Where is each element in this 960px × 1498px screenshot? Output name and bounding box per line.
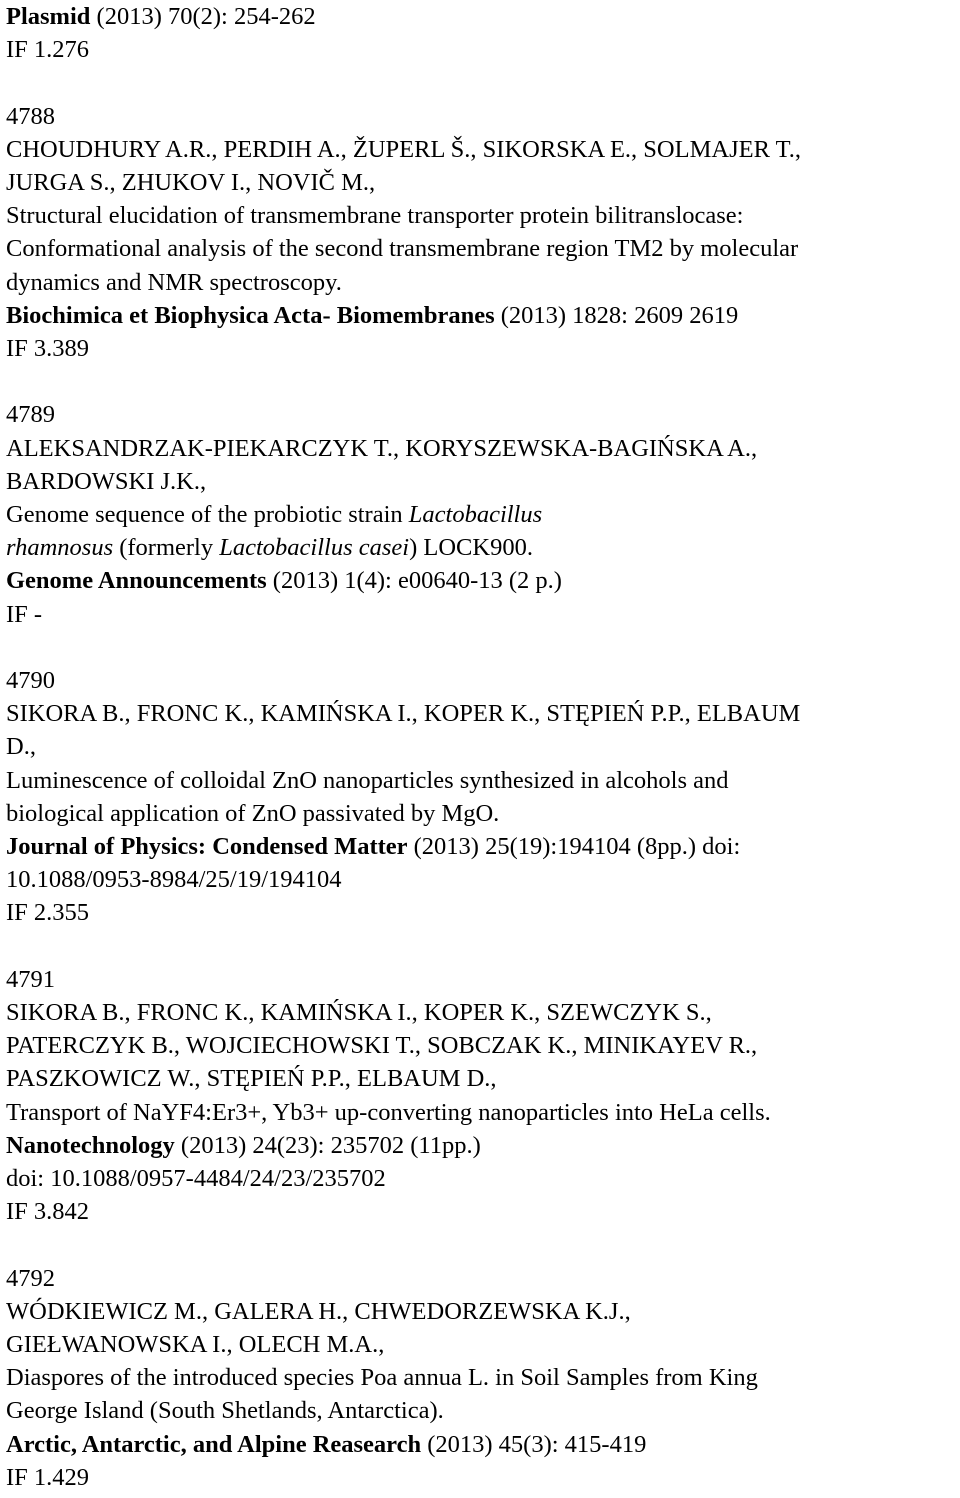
authors-line: GIEŁWANOWSKA I., OLECH M.A., — [6, 1331, 385, 1359]
authors-line: SIKORA B., FRONC K., KAMIŃSKA I., KOPER K., STĘPIEŃ P.P., ELBAUM — [6, 700, 801, 728]
doi-line: doi: 10.1088/0957-4484/24/23/235702 — [6, 1165, 386, 1193]
title-line: Transport of NaYF4:Er3+, Yb3+ up-converting nanoparticles into HeLa cells. — [6, 1098, 771, 1126]
entry-number: 4788 — [6, 102, 55, 130]
journal-name: Nanotechnology — [6, 1131, 175, 1159]
species-name: rhamnosus — [6, 534, 114, 562]
entry-4790 — [6, 664, 960, 930]
citation-line — [6, 1129, 960, 1162]
impact-factor: IF 3.389 — [6, 335, 90, 363]
authors-line: CHOUDHURY A.R., PERDIH A., ŽUPERL Š., SIKORSKA E., SOLMAJER T., — [6, 135, 801, 163]
journal-name: Genome Announcements — [6, 567, 267, 595]
journal-name: Arctic, Antarctic, and Alpine Reasearch — [6, 1430, 422, 1458]
title-text: ) LOCK900. — [409, 534, 533, 562]
impact-factor: IF 3.842 — [6, 1198, 90, 1226]
authors-line: BARDOWSKI J.K., — [6, 467, 207, 495]
citation-line — [6, 0, 960, 33]
entry-4791 — [6, 963, 960, 1229]
citation-line — [6, 1428, 960, 1461]
entry-number: 4790 — [6, 667, 55, 695]
entry-4789 — [6, 398, 960, 630]
species-name: Lactobacillus casei — [219, 534, 410, 562]
title-line: biological application of ZnO passivated by MgO. — [6, 799, 500, 827]
citation-details: (2013) 25(19):194104 (8pp.) doi: — [413, 833, 741, 861]
title-line: Conformational analysis of the second transmembrane region TM2 by molecular — [6, 235, 799, 263]
citation-details: (2013) 1828: 2609 2619 — [500, 301, 739, 329]
title-line: Diaspores of the introduced species Poa annua L. in Soil Samples from King — [6, 1364, 758, 1392]
entry-4792 — [6, 1262, 960, 1494]
impact-factor: IF 1.429 — [6, 1463, 90, 1491]
citation-line — [6, 830, 960, 863]
impact-factor: IF 2.355 — [6, 899, 90, 927]
citation-details: (2013) 70(2): 254-262 — [96, 3, 316, 30]
impact-factor: IF - — [6, 600, 43, 628]
journal-name: Plasmid — [6, 3, 91, 30]
authors-line: WÓDKIEWICZ M., GALERA H., CHWEDORZEWSKA K.J., — [6, 1297, 631, 1325]
entry-4788 — [6, 100, 960, 366]
title-line — [6, 498, 960, 531]
title-text: (formerly — [113, 534, 220, 562]
species-name: Lactobacillus — [408, 501, 543, 529]
citation-details: (2013) 1(4): e00640-13 (2 p.) — [272, 567, 562, 595]
journal-name: Journal of Physics: Condensed Matter — [6, 833, 408, 861]
journal-name: Biochimica et Biophysica Acta- Biomembranes — [6, 301, 495, 329]
entry-previous — [6, 0, 960, 66]
authors-line: D., — [6, 733, 36, 761]
entry-number: 4789 — [6, 401, 55, 429]
authors-line: PASZKOWICZ W., STĘPIEŃ P.P., ELBAUM D., — [6, 1065, 497, 1093]
authors-line: PATERCZYK B., WOJCIECHOWSKI T., SOBCZAK K., MINIKAYEV R., — [6, 1032, 758, 1060]
title-line — [6, 531, 960, 564]
entry-number: 4792 — [6, 1264, 55, 1292]
citation-details: (2013) 24(23): 235702 (11pp.) — [180, 1131, 481, 1159]
title-line: George Island (South Shetlands, Antarctica). — [6, 1397, 444, 1425]
citation-line — [6, 299, 960, 332]
entry-number: 4791 — [6, 965, 55, 993]
title-line: Luminescence of colloidal ZnO nanoparticles synthesized in alcohols and — [6, 766, 729, 794]
title-text: Genome sequence of the probiotic strain — [6, 501, 409, 529]
citation-details: (2013) 45(3): 415-419 — [427, 1430, 647, 1458]
authors-line: ALEKSANDRZAK-PIEKARCZYK T., KORYSZEWSKA-BAGIŃSKA A., — [6, 434, 758, 462]
authors-line: SIKORA B., FRONC K., KAMIŃSKA I., KOPER K., SZEWCZYK S., — [6, 999, 712, 1027]
title-line: Structural elucidation of transmembrane transporter protein bilitranslocase: — [6, 202, 744, 230]
title-line: dynamics and NMR spectroscopy. — [6, 268, 342, 296]
impact-factor: IF 1.276 — [6, 36, 90, 64]
citation-line — [6, 564, 960, 597]
doi-line: 10.1088/0953-8984/25/19/194104 — [6, 866, 342, 894]
authors-line: JURGA S., ZHUKOV I., NOVIČ M., — [6, 169, 376, 196]
